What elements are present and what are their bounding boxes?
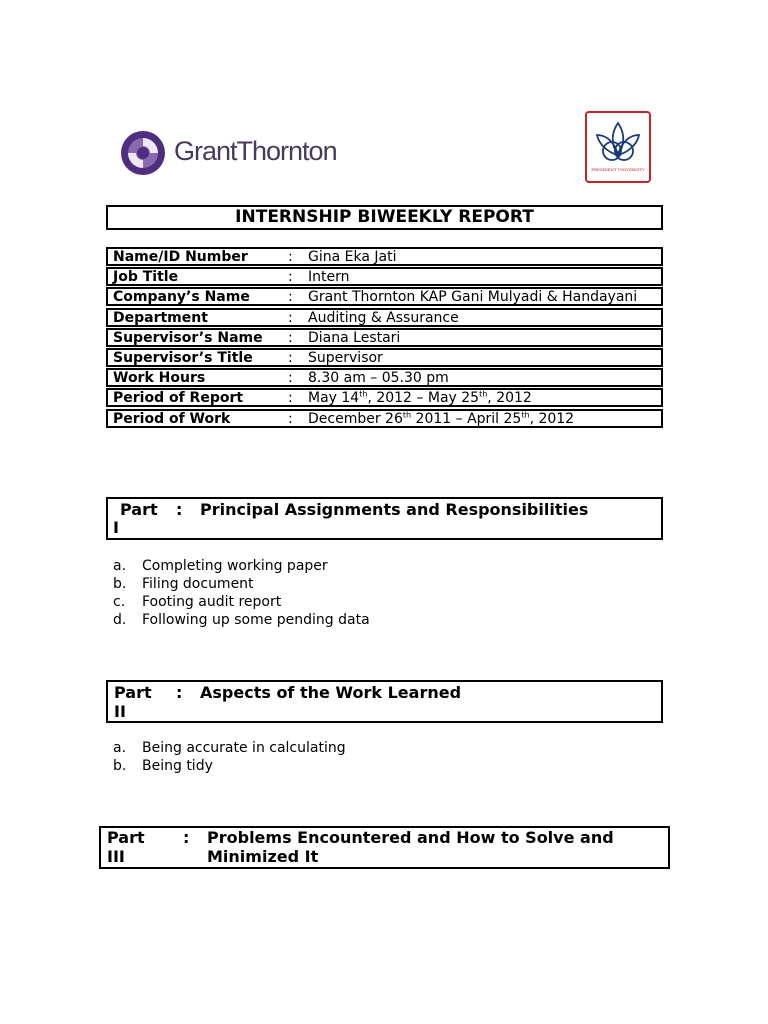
info-separator: : — [288, 330, 293, 346]
info-label: Company’s Name — [113, 289, 250, 305]
info-row-supervisor-title — [106, 348, 663, 367]
info-separator: : — [288, 411, 293, 427]
info-row-supervisor-name — [106, 328, 663, 347]
info-value: Gina Eka Jati — [308, 249, 397, 265]
info-separator: : — [288, 249, 293, 265]
grant-thornton-logo — [120, 130, 360, 178]
info-row-department — [106, 308, 663, 327]
part-colon: : — [183, 828, 190, 847]
part-number: III — [107, 847, 125, 866]
info-label: Job Title — [113, 269, 179, 285]
info-label: Supervisor’s Title — [113, 350, 253, 366]
part-label: Part — [120, 500, 158, 519]
info-separator: : — [288, 289, 293, 305]
part-title: Principal Assignments and Responsibilities — [200, 500, 589, 519]
info-value: Diana Lestari — [308, 330, 401, 346]
info-label: Period of Work — [113, 411, 231, 427]
part-title: Problems Encountered and How to Solve and — [207, 828, 614, 847]
info-label: Period of Report — [113, 390, 244, 406]
info-row-work-hours — [106, 368, 663, 387]
part-number: II — [114, 702, 126, 721]
info-row-period-of-report — [106, 388, 663, 407]
info-separator: : — [288, 350, 293, 366]
info-separator: : — [288, 370, 293, 386]
part-2-header — [106, 680, 663, 723]
info-row-period-of-work — [106, 409, 663, 428]
info-value: Intern — [308, 269, 350, 285]
info-value: December 26th 2011 – April 25th, 2012 — [308, 410, 575, 427]
info-value: May 14th, 2012 – May 25th, 2012 — [308, 389, 532, 406]
part-label: Part — [107, 828, 145, 847]
info-label: Work Hours — [113, 370, 206, 386]
part-colon: : — [176, 500, 183, 519]
university-name: PRESIDENT UNIVERSITY — [591, 167, 645, 172]
info-row-company — [106, 287, 663, 306]
part-title: Aspects of the Work Learned — [200, 683, 462, 702]
grant-thornton-wordmark: GrantThornton — [174, 136, 337, 166]
info-label: Name/ID Number — [113, 249, 248, 265]
part-1-header — [106, 497, 663, 540]
info-value: Auditing & Assurance — [308, 310, 459, 326]
part-3-header — [99, 826, 670, 869]
part-label: Part — [114, 683, 152, 702]
info-value: 8.30 am – 05.30 pm — [308, 370, 449, 386]
info-value: Grant Thornton KAP Gani Mulyadi & Handayani — [308, 289, 638, 305]
info-row-job-title — [106, 267, 663, 286]
info-separator: : — [288, 390, 293, 406]
info-separator: : — [288, 269, 293, 285]
info-label: Department — [113, 310, 208, 326]
report-title: INTERNSHIP BIWEEKLY REPORT — [106, 205, 663, 230]
president-university-seal — [585, 111, 651, 183]
part-title: Minimized It — [207, 847, 319, 866]
info-separator: : — [288, 310, 293, 326]
info-label: Supervisor’s Name — [113, 330, 263, 346]
info-value: Supervisor — [308, 350, 383, 366]
part-number: I — [113, 518, 119, 537]
grant-thornton-mark-icon — [120, 130, 166, 176]
info-row-name — [106, 247, 663, 266]
part-colon: : — [176, 683, 183, 702]
